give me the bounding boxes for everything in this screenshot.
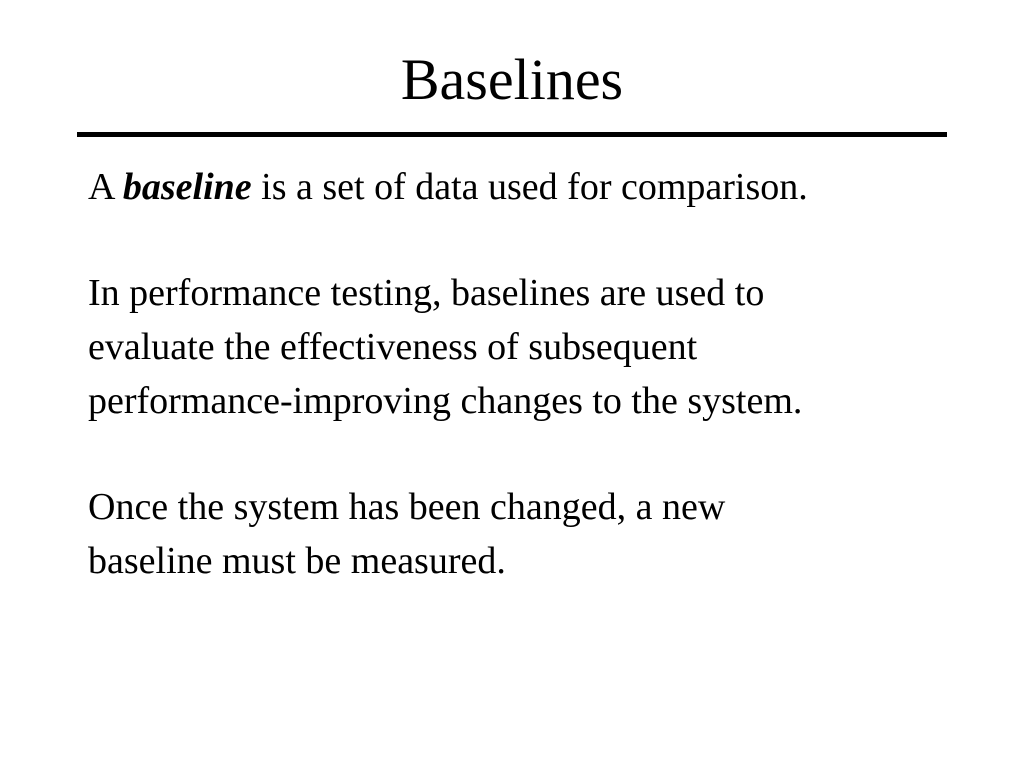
defined-term: baseline — [122, 166, 252, 208]
new-baseline-paragraph: Once the system has been changed, a new baseline must be measured. — [88, 486, 726, 582]
definition-paragraph — [88, 160, 968, 214]
performance-testing-paragraph: In performance testing, baselines are used to evaluate the effectiveness of subsequent performance-improving changes to the system. — [88, 272, 803, 422]
slide-title: Baselines — [400, 47, 624, 112]
slide-body — [88, 160, 968, 588]
definition-suffix: is a set of data used for comparison. — [251, 166, 808, 208]
definition-prefix: A — [88, 166, 123, 208]
title-underline-rule — [77, 132, 947, 137]
